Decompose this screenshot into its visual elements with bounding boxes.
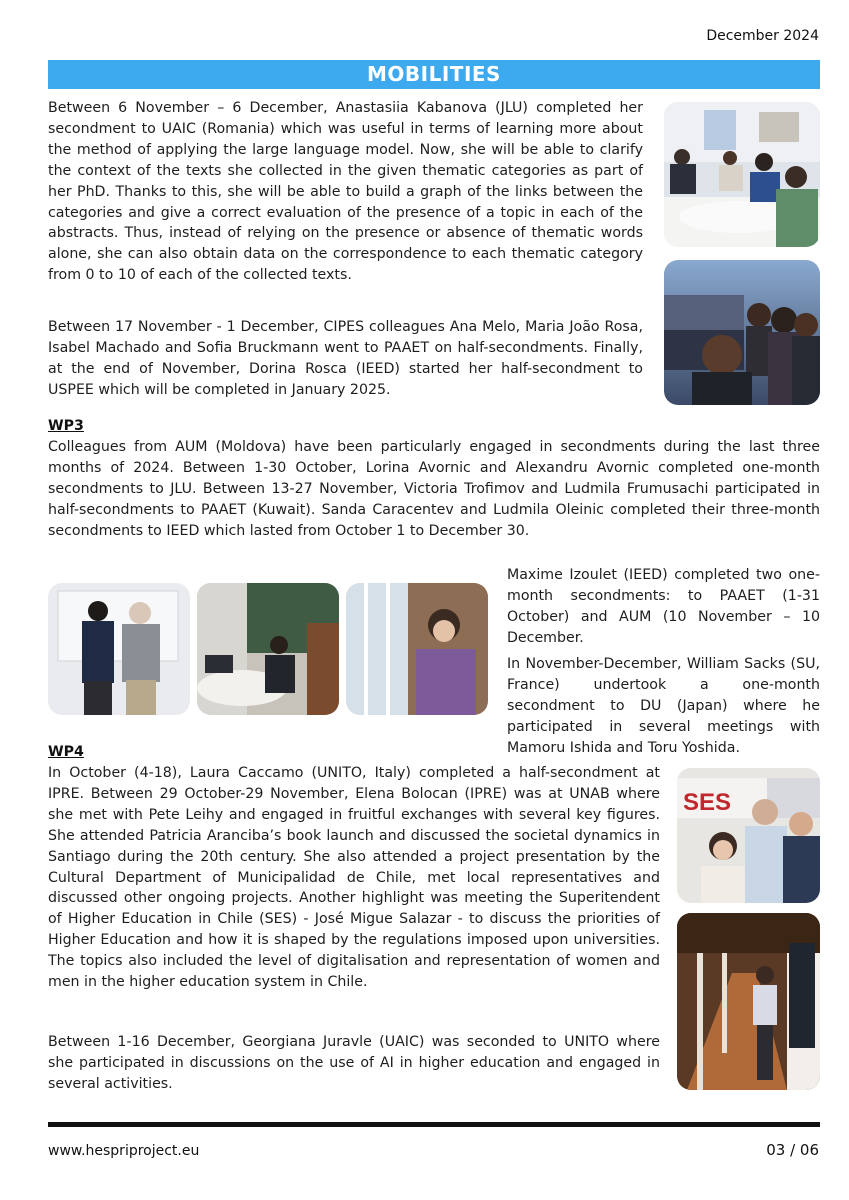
photo-corridor-poster bbox=[677, 913, 820, 1090]
footer-website-link[interactable]: www.hespriproject.eu bbox=[48, 1143, 200, 1159]
photo-meeting-room bbox=[664, 102, 820, 247]
wp3-paragraph-1: Colleagues from AUM (Moldova) have been particularly engaged in secondments during the last three months of 2024. Between 1-30 October, Lorina Avornic and Alexandru Avornic completed one-month secondments to JLU. Between 13-27 November, Victoria Trofimov and Ludmila Frumusachi participated in half-secondments to PAAET (Kuwait). Sanda Caracentev and Ludmila Oleinic completed their three-month secondments to IEED which lasted from October 1 to December 30. bbox=[48, 439, 820, 539]
wp4-paragraph-2: Between 1-16 December, Georgiana Juravle (UAIC) was seconded to UNITO where she participated in discussions on the use of AI in higher education and engaged in several activities. bbox=[48, 1034, 660, 1092]
intro-paragraph-2: Between 17 November - 1 December, CIPES colleagues Ana Melo, Maria João Rosa, Isabel Machado and Sofia Bruckmann went to PAAET on half-secondments. Finally, at the end of November, Dorina Rosca (IEED) started her half-secondment to USPEE which will be completed in January 2025. bbox=[48, 319, 643, 398]
wp4-heading: WP4 bbox=[48, 744, 84, 760]
section-banner: MOBILITIES bbox=[48, 60, 820, 89]
photo-woman-window bbox=[346, 583, 488, 715]
photo-two-men-whiteboard bbox=[48, 583, 190, 715]
wp3-heading: WP3 bbox=[48, 418, 84, 434]
page-number: 03 / 06 bbox=[766, 1141, 819, 1159]
photo-ses-office bbox=[677, 768, 820, 903]
wp3-paragraph-2: Maxime Izoulet (IEED) completed two one-month secondments: to PAAET (1-31 October) and AUM (10 November – 10 December. bbox=[507, 567, 820, 646]
photo-selfie-city bbox=[664, 260, 820, 405]
newsletter-date: December 2024 bbox=[706, 28, 819, 44]
photo-presenter-lecture bbox=[197, 583, 339, 715]
footer-rule bbox=[48, 1122, 820, 1127]
wp4-paragraph-1: In October (4-18), Laura Caccamo (UNITO, Italy) completed a half-secondment at IPRE. Between 29 October-29 November, Elena Bolocan (IPRE) was at UNAB where she met with Pete Leihy and engaged in fruitful exchanges with several key figures. She attended Patricia Aranciba’s book launch and discussed the societal dynamics in Santiago during the 20th century. She also attended a project presentation by the Cultural Department of Municipalidad de Chile, met local representatives and discussed other ongoing projects. Another highlight was meeting the Superitendent of Higher Education in Chile (SES) - José Migue Salazar - to discuss the priorities of Higher Education and how it is shaped by the regulations imposed upon universities. The topics also included the level of digitalisation and representation of women and men in the higher education system in Chile. bbox=[48, 765, 660, 991]
intro-paragraph-1: Between 6 November – 6 December, Anastasiia Kabanova (JLU) completed her secondment to UAIC (Romania) which was useful in terms of learning more about the method of applying the large language model. Now, she will be able to clarify the context of the texts she collected in the given thematic categories as part of her PhD. Thanks to this, she will be able to build a graph of the links between the categories and give a correct evaluation of the presence of a topic in each of the abstracts. Thus, instead of relying on the presence or absence of thematic words alone, she can also obtain data on the correspondence to each thematic category from 0 to 10 of each of the collected texts. bbox=[48, 100, 643, 284]
wp3-paragraph-3: In November-December, William Sacks (SU, France) undertook a one-month secondment to DU (Japan) where he participated in several meetings with Mamoru Ishida and Toru Yoshida. bbox=[507, 656, 820, 756]
ses-sign-text: SES bbox=[683, 789, 732, 816]
